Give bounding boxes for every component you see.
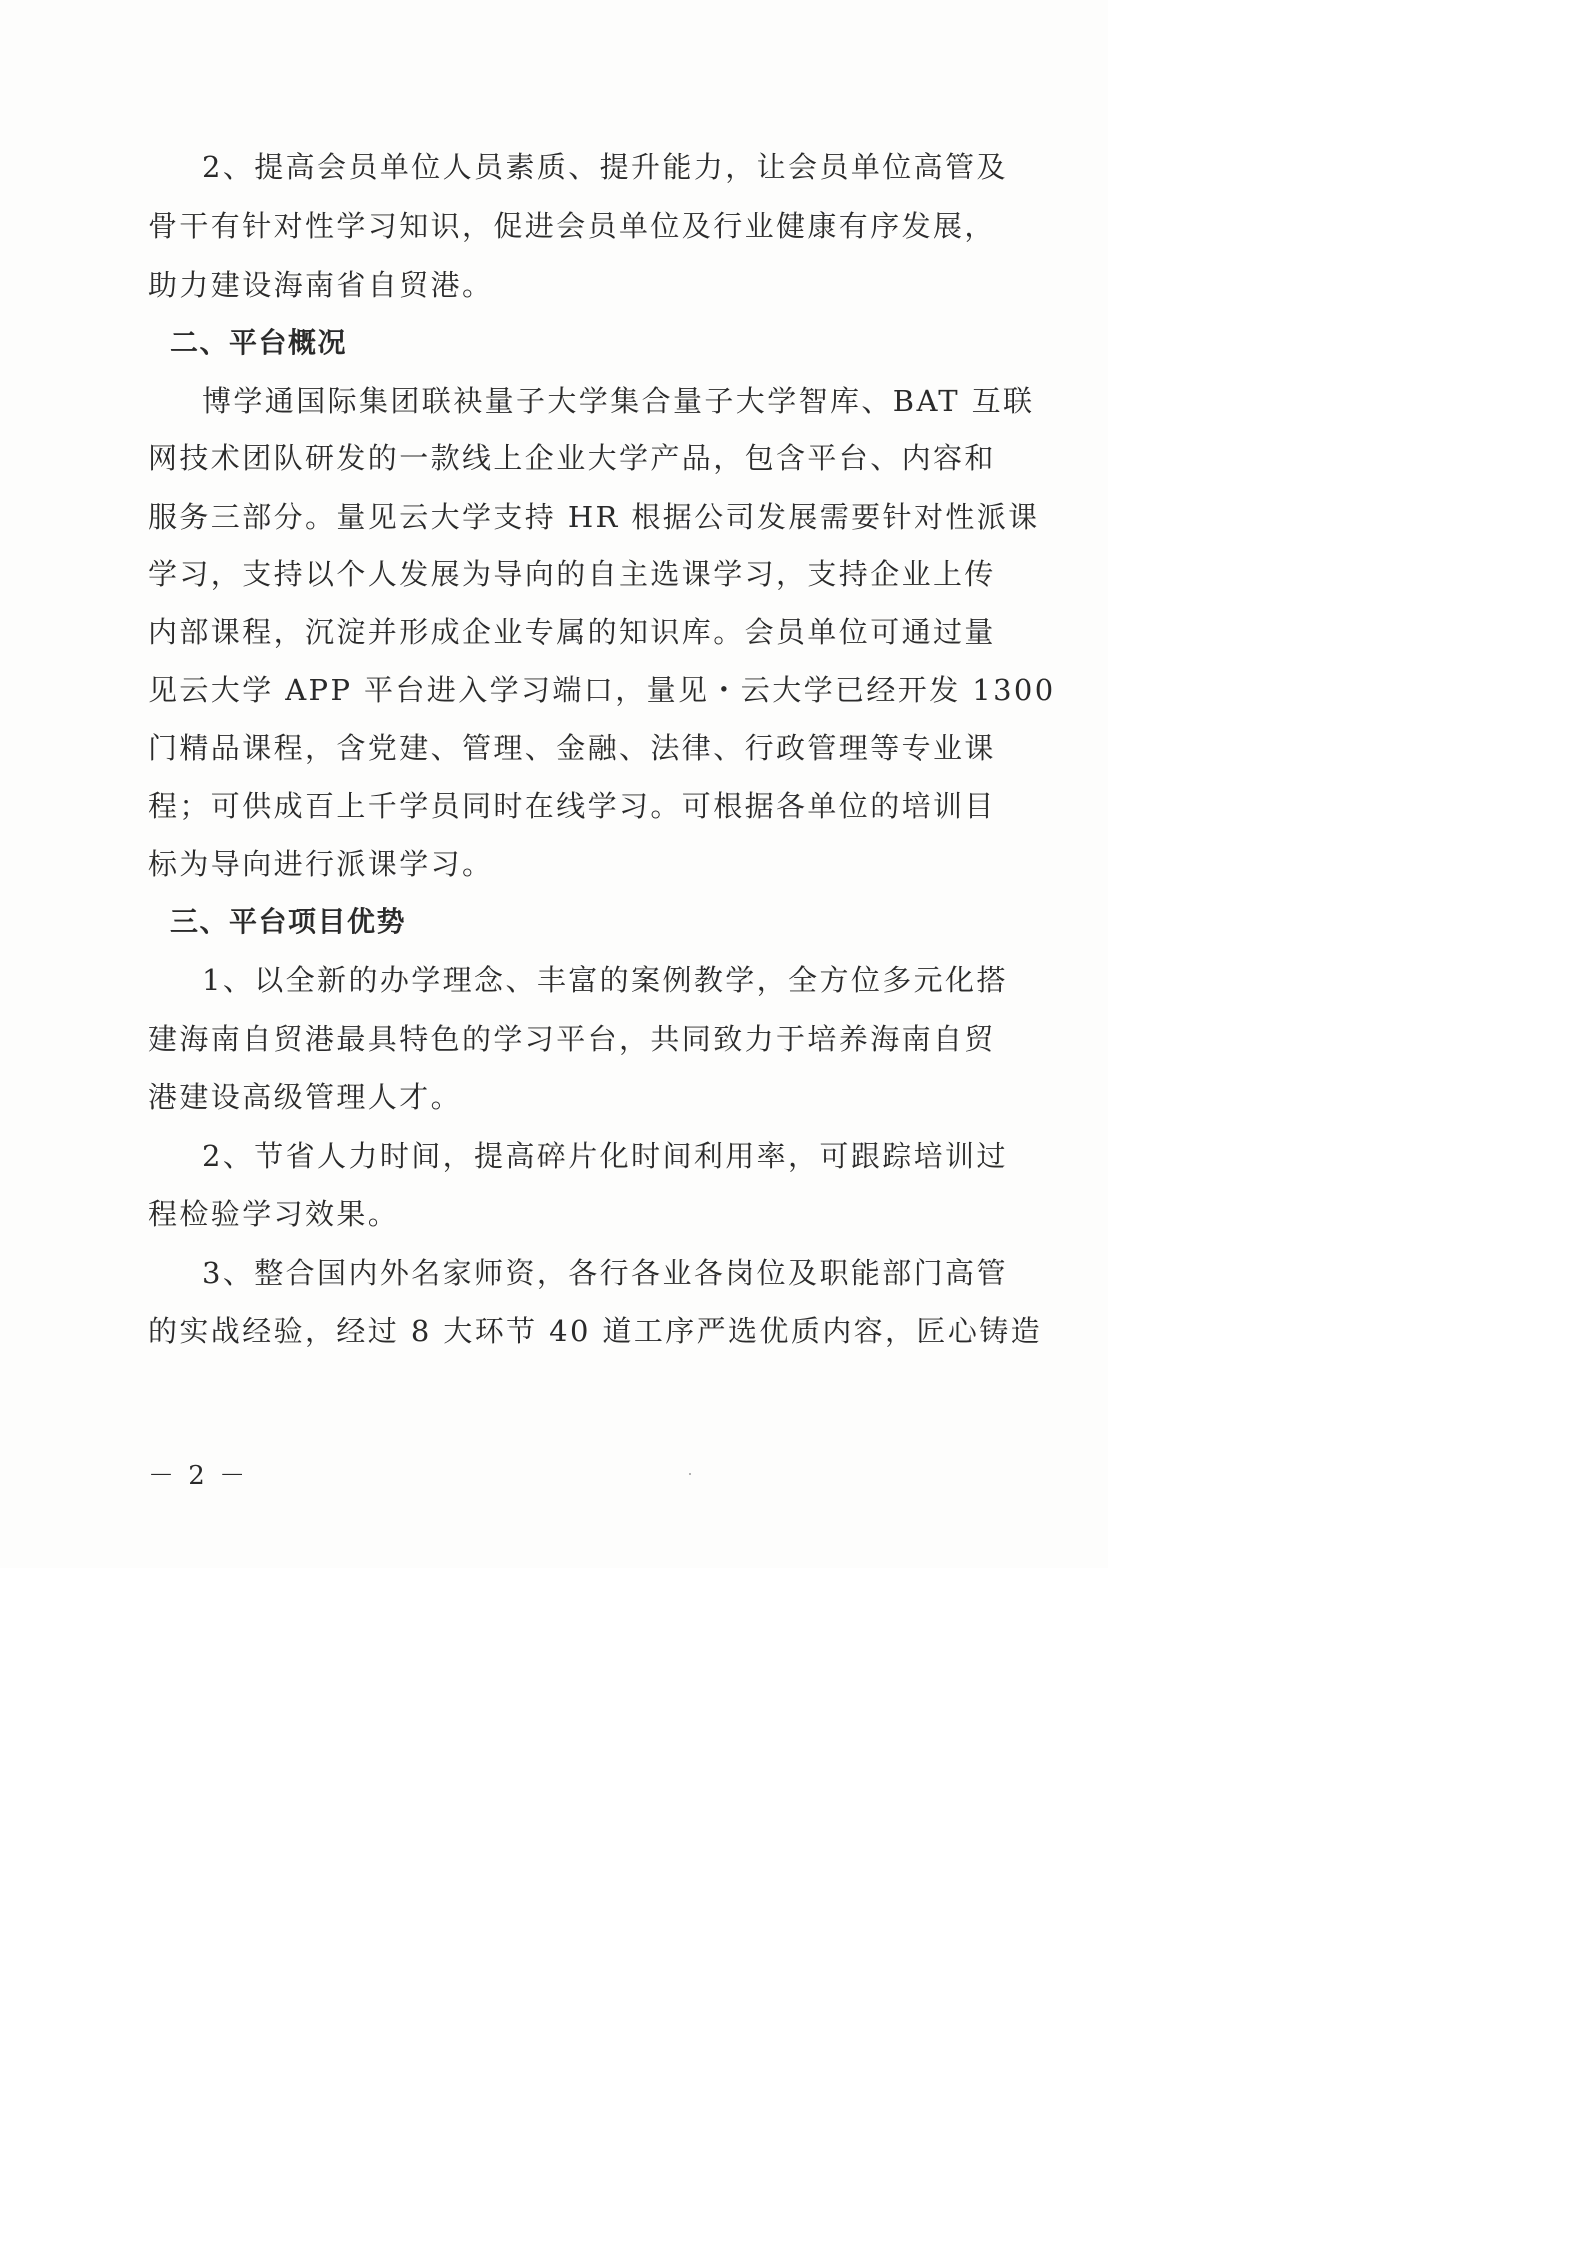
- para1-line-3: 助力建设海南省自贸港。: [148, 268, 494, 302]
- section2-heading: 二、平台概况: [170, 326, 348, 359]
- section2-line-7: 门精品课程，含党建、管理、金融、法律、行政管理等专业课: [148, 731, 996, 765]
- section3-item1-line-1: 1、以全新的办学理念、丰富的案例教学，全方位多元化搭: [202, 963, 1008, 997]
- section2-line-9: 标为导向进行派课学习。: [148, 847, 494, 881]
- section2-line-1: 博学通国际集团联袂量子大学集合量子大学智库、BAT 互联: [202, 384, 1035, 418]
- section3-item1-line-2: 建海南自贸港最具特色的学习平台，共同致力于培养海南自贸: [148, 1022, 996, 1056]
- section3-item2-line-1: 2、节省人力时间，提高碎片化时间利用率，可跟踪培训过: [202, 1139, 1008, 1173]
- section3-item1-line-3: 港建设高级管理人才。: [148, 1080, 463, 1114]
- section2-line-5: 内部课程，沉淀并形成企业专属的知识库。会员单位可通过量: [148, 615, 996, 649]
- section2-line-3: 服务三部分。量见云大学支持 HR 根据公司发展需要针对性派课: [148, 500, 1040, 534]
- section2-line-6: 见云大学 APP 平台进入学习端口，量见・云大学已经开发 1300: [148, 673, 1056, 707]
- para1-line-2: 骨干有针对性学习知识，促进会员单位及行业健康有序发展，: [148, 209, 996, 243]
- para1-line-1: 2、提高会员单位人员素质、提升能力，让会员单位高管及: [202, 150, 1008, 184]
- section2-line-4: 学习，支持以个人发展为导向的自主选课学习，支持企业上传: [148, 557, 996, 591]
- section3-item3-line-1: 3、整合国内外名家师资，各行各业各岗位及职能部门高管: [202, 1256, 1008, 1290]
- section3-heading: 三、平台项目优势: [170, 905, 407, 938]
- section2-line-8: 程；可供成百上千学员同时在线学习。可根据各单位的培训目: [148, 789, 996, 823]
- section2-line-2: 网技术团队研发的一款线上企业大学产品，包含平台、内容和: [148, 441, 996, 475]
- section3-item3-line-2: 的实战经验，经过 8 大环节 40 道工序严选优质内容，匠心铸造: [148, 1314, 1043, 1348]
- document-page: [0, 0, 1108, 1568]
- scan-speck: [689, 1473, 691, 1475]
- section3-item2-line-2: 程检验学习效果。: [148, 1197, 400, 1231]
- page-number: － 2 －: [148, 1461, 249, 1491]
